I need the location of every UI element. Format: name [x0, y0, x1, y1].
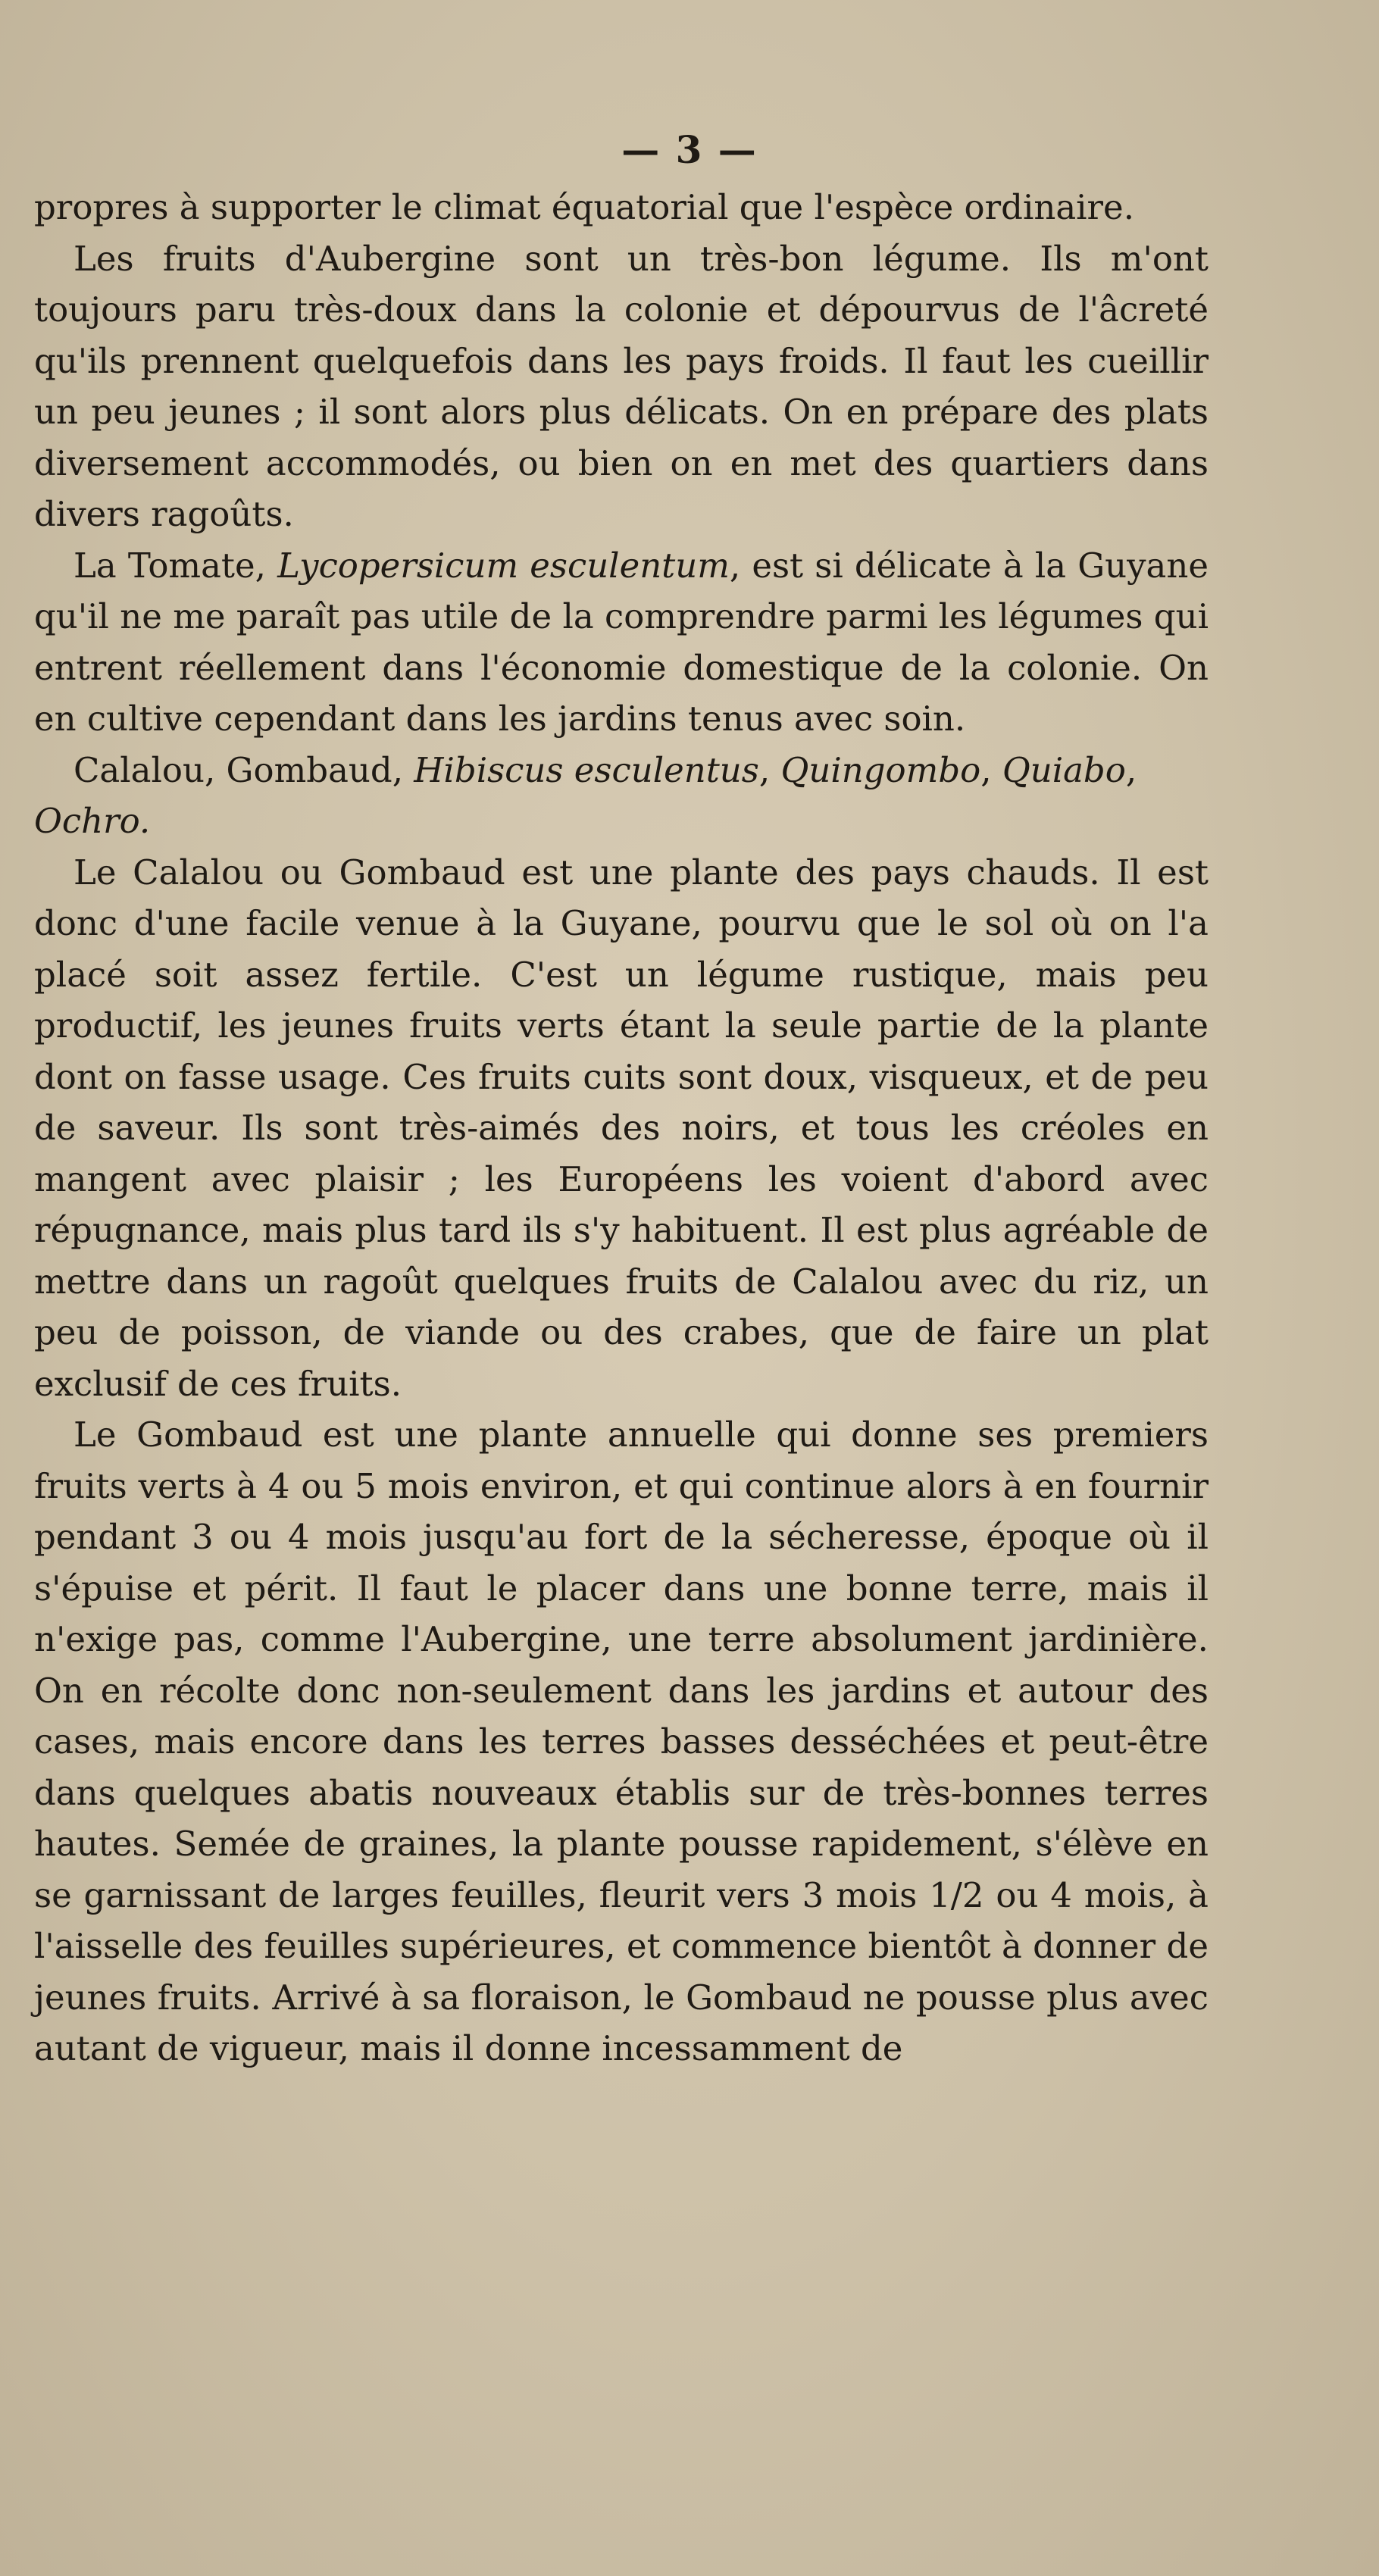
separator: ,: [758, 749, 781, 790]
separator: ,: [1125, 749, 1137, 790]
species-name: Quingombo: [780, 749, 981, 790]
body-text: [34, 182, 1209, 2074]
paragraph-gombaud: Le Gombaud est une plante annuelle qui donne ses premiers fruits verts à 4 ou 5 mois environ, et qui continue alors à en fournir pendant 3 ou 4 mois jusqu'au fort de la sécheresse, époque où il s'épuise et périt. Il faut le placer dans une bonne terre, mais il n'exige pas, comme l'Aubergine, une terre absolument jardinière. On en récolte donc non-seulement dans les jardins et autour des cases, mais encore dans les terres basses desséchées et peut-être dans quelques abatis nouveaux établis sur de très-bonnes terres hautes. Semée de graines, la plante pousse rapidement, s'élève en se garnissant de larges feuilles, fleurit vers 3 mois 1/2 ou 4 mois, à l'aisselle des feuilles supérieures, et commence bientôt à donner de jeunes fruits. Arrivé à sa floraison, le Gombaud ne pousse plus avec autant de vigueur, mais il donne incessamment de: [34, 1415, 1209, 2068]
section-heading-calalou: [34, 745, 1209, 847]
separator: ,: [980, 749, 1002, 790]
species-name: Quiabo: [1002, 749, 1126, 790]
page-number: — 3 —: [621, 127, 758, 172]
paragraph-tomate: [34, 540, 1209, 745]
species-name: Hibiscus esculentus: [414, 749, 759, 790]
paragraph-aubergine: Les fruits d'Aubergine sont un très-bon légume. Ils m'ont toujours paru très-doux dans la colonie et dépourvus de l'âcreté qu'ils prennent quelquefois dans les pays froids. Il faut les cueillir un peu jeunes ; il sont alors plus délicats. On en prépare des plats diversement accommodés, ou bien on en met des quartiers dans divers ragoûts.: [34, 238, 1209, 534]
paragraph-calalou: Le Calalou ou Gombaud est une plante des pays chauds. Il est donc d'une facile venue à la Guyane, pourvu que le sol où on l'a placé soit assez fertile. C'est un légume rustique, mais peu productif, les jeunes fruits verts étant la seule partie de la plante dont on fasse usage. Ces fruits cuits sont doux, visqueux, et de peu de saveur. Ils sont très-aimés des noirs, et tous les créoles en mangent avec plaisir ; les Européens les voient d'abord avec répugnance, mais plus tard ils s'y habituent. Il est plus agréable de mettre dans un ragoût quelques fruits de Calalou avec du riz, un peu de poisson, de viande ou des crabes, que de faire un plat exclusif de ces fruits.: [34, 852, 1209, 1404]
species-name: Lycopersicum esculentum: [277, 545, 730, 586]
paragraph-text: La Tomate,: [73, 545, 278, 586]
paragraph-continuation: propres à supporter le climat équatorial que l'espèce ordinaire.: [34, 187, 1134, 227]
paragraph-text: , est si délicate à la Guyane qu'il ne me paraît pas utile de la comprendre parmi les légumes qui entrent réellement dans l'économie domestique de la colonie. On en cultive cependant dans les jardins tenus avec soin.: [34, 545, 1209, 739]
species-name: Ochro.: [34, 801, 151, 841]
heading-text: Calalou, Gombaud,: [73, 749, 414, 790]
